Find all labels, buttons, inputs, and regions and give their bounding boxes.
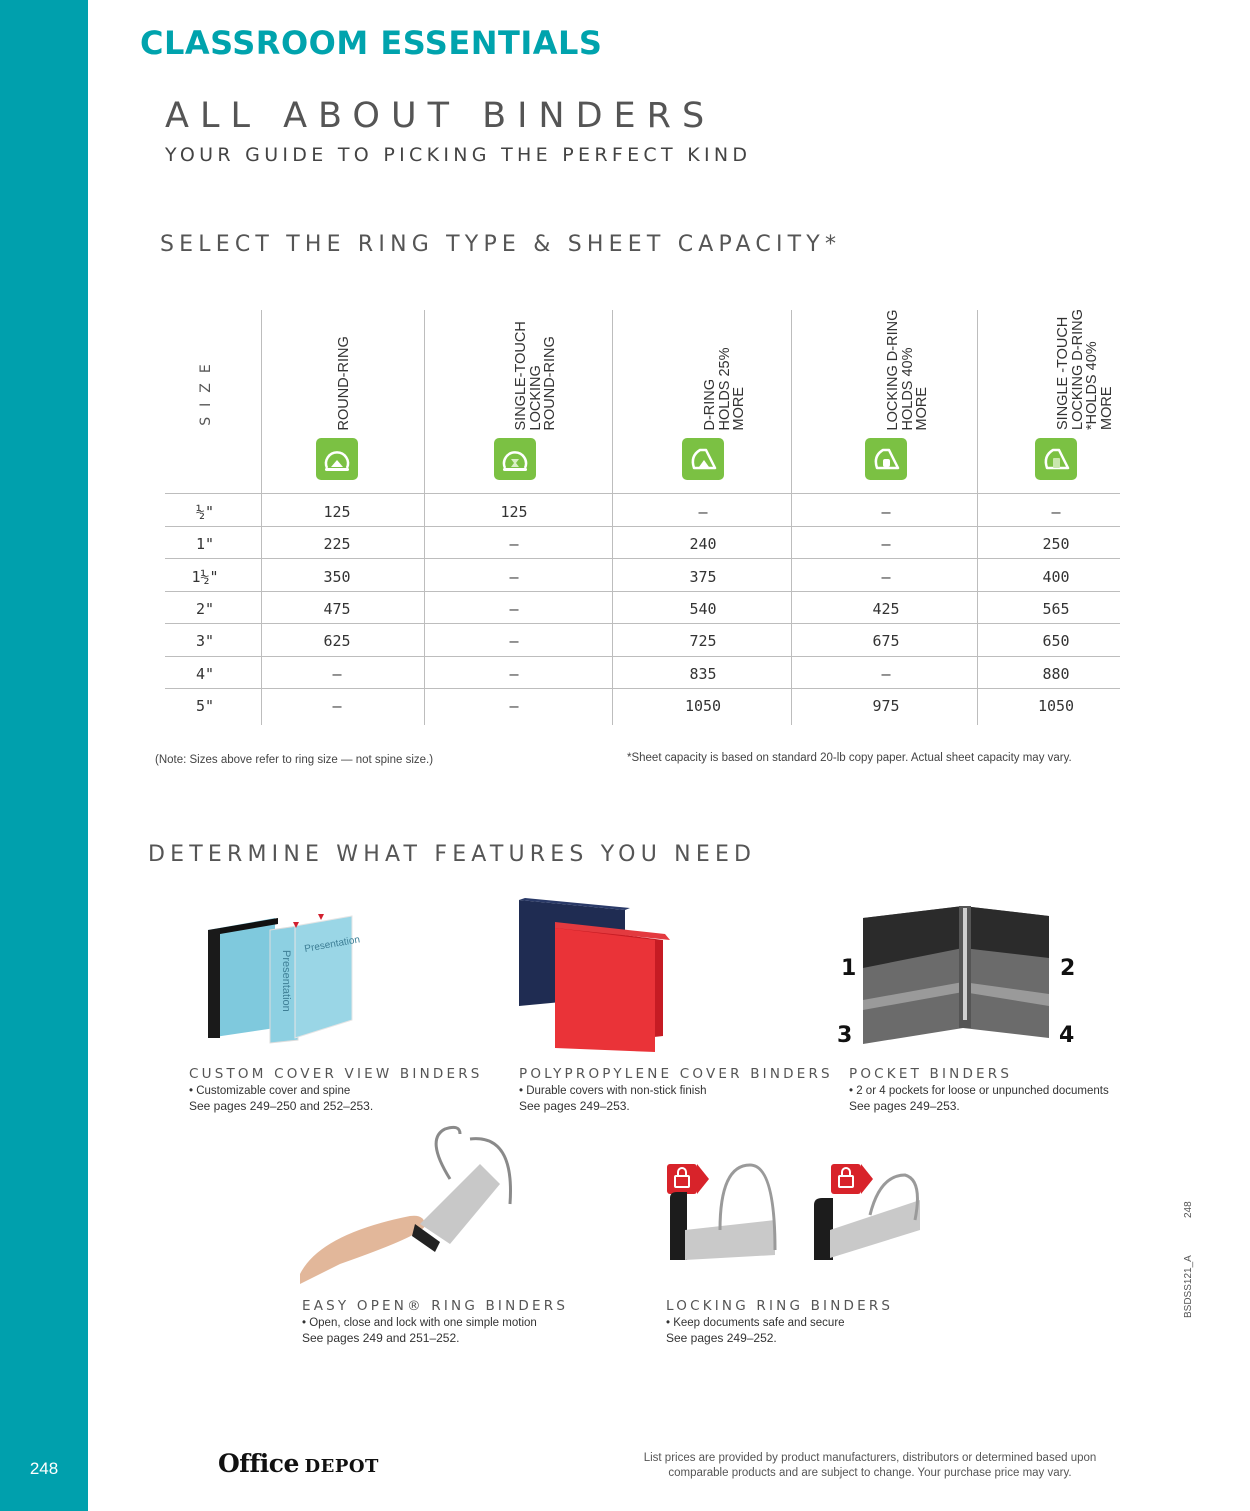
capacity-cell: —	[509, 665, 519, 683]
capacity-cell: 475	[323, 600, 351, 618]
price-disclaimer	[600, 1451, 1140, 1481]
custom-cover-view-binder-image	[200, 910, 360, 1045]
size-header-label: SIZE	[198, 354, 214, 426]
feature-pocket-binders	[849, 1066, 1109, 1113]
feature-bullet: • Keep documents safe and secure	[666, 1317, 845, 1329]
feature-polypropylene-cover	[519, 1066, 833, 1113]
capacity-cell: 675	[872, 632, 900, 650]
feature-name: CUSTOM COVER VIEW BINDERS	[189, 1066, 483, 1082]
capacity-cell: 125	[500, 503, 528, 521]
size-cell: ½"	[195, 503, 215, 521]
feature-bullet: • 2 or 4 pockets for loose or unpunched documents	[849, 1085, 1109, 1097]
ring-size-note: (Note: Sizes above refer to ring size — not spine size.)	[155, 754, 434, 766]
capacity-cell: —	[881, 665, 891, 683]
column-divider	[791, 310, 792, 725]
capacity-cell: 1050	[684, 697, 722, 715]
capacity-cell: —	[509, 535, 519, 553]
single-touch-locking-d-ring-icon	[1035, 438, 1077, 480]
capacity-cell: 625	[323, 632, 351, 650]
capacity-cell: 350	[323, 568, 351, 586]
feature-bullet: • Durable covers with non-stick finish	[519, 1085, 707, 1097]
capacity-cell: —	[1051, 503, 1061, 521]
pocket-number-3: 3	[837, 1023, 853, 1048]
feature-bullet: • Customizable cover and spine	[189, 1085, 351, 1097]
row-divider	[165, 591, 1120, 592]
disclaimer-line-1: List prices are provided by product manufacturers, distributors or determined based upon	[643, 1452, 1097, 1464]
capacity-cell: 240	[689, 535, 717, 553]
feature-name: POCKET BINDERS	[849, 1066, 1013, 1082]
pocket-binder-image	[835, 898, 1085, 1048]
page-subtitle: YOUR GUIDE TO PICKING THE PERFECT KIND	[165, 144, 752, 166]
capacity-cell: —	[881, 535, 891, 553]
column-divider	[424, 310, 425, 725]
capacity-cell: 425	[872, 600, 900, 618]
image-label-presentation-cover: Presentation	[303, 934, 360, 955]
row-divider	[165, 493, 1120, 494]
feature-pages: See pages 249 and 251–252.	[302, 1331, 460, 1345]
capacity-cell: 725	[689, 632, 717, 650]
pocket-number-2: 2	[1060, 956, 1076, 981]
feature-pages: See pages 249–250 and 252–253.	[189, 1099, 374, 1113]
size-cell: 1½"	[191, 568, 219, 586]
capacity-cell: —	[509, 697, 519, 715]
column-header-label: SINGLE -TOUCH LOCKING D-RING *HOLDS 40% MORE	[1055, 309, 1115, 430]
page-number: 248	[29, 1459, 59, 1478]
column-divider	[977, 310, 978, 725]
features-section-heading: DETERMINE WHAT FEATURES YOU NEED	[148, 842, 757, 867]
locking-round-ring-icon	[494, 438, 536, 480]
feature-custom-cover-view	[189, 1066, 483, 1113]
sheet-capacity-note: *Sheet capacity is based on standard 20-lb copy paper. Actual sheet capacity may vary.	[627, 752, 1072, 764]
locking-d-ring-icon	[865, 438, 907, 480]
column-header-label: D-RING HOLDS 25% MORE	[702, 346, 747, 430]
capacity-cell: 225	[323, 535, 351, 553]
disclaimer-line-2: comparable products and are subject to change. Your purchase price may vary.	[668, 1467, 1072, 1479]
capacity-cell: —	[332, 697, 342, 715]
feature-pages: See pages 249–253.	[519, 1099, 630, 1113]
side-code	[1180, 1190, 1200, 1320]
row-divider	[165, 558, 1120, 559]
capacity-cell: —	[509, 568, 519, 586]
feature-bullet: • Open, close and lock with one simple motion	[302, 1317, 537, 1329]
capacity-cell: 975	[872, 697, 900, 715]
page-title: ALL ABOUT BINDERS	[165, 96, 716, 136]
size-cell: 4"	[195, 665, 215, 683]
column-header-label: ROUND-RING	[336, 335, 352, 430]
capacity-cell: 125	[323, 503, 351, 521]
section-title: CLASSROOM ESSENTIALS	[140, 24, 603, 62]
column-divider	[612, 310, 613, 725]
feature-easy-open-ring	[302, 1298, 568, 1345]
office-depot-logo	[218, 1449, 379, 1478]
size-cell: 3"	[195, 632, 215, 650]
size-column-header	[190, 340, 222, 440]
pocket-number-4: 4	[1059, 1023, 1075, 1048]
capacity-cell: 565	[1042, 600, 1070, 618]
locking-ring-image	[665, 1160, 925, 1270]
side-page-number: 248	[1183, 1201, 1194, 1218]
feature-pages: See pages 249–252.	[666, 1331, 777, 1345]
capacity-cell: 540	[689, 600, 717, 618]
size-cell: 1"	[195, 535, 215, 553]
logo-office: Office	[218, 1449, 299, 1478]
easy-open-ring-image	[300, 1124, 520, 1284]
column-divider	[261, 310, 262, 725]
capacity-cell: 880	[1042, 665, 1070, 683]
feature-pages: See pages 249–253.	[849, 1099, 960, 1113]
row-divider	[165, 656, 1120, 657]
capacity-cell: 400	[1042, 568, 1070, 586]
feature-name: LOCKING RING BINDERS	[666, 1298, 894, 1314]
capacity-cell: —	[509, 632, 519, 650]
row-divider	[165, 688, 1120, 689]
capacity-cell: —	[509, 600, 519, 618]
capacity-cell: 250	[1042, 535, 1070, 553]
capacity-cell: 835	[689, 665, 717, 683]
capacity-cell: —	[881, 568, 891, 586]
sidebar-accent-bar	[0, 0, 88, 1511]
image-label-presentation: Presentation	[280, 950, 292, 1012]
catalog-code: BSDSS121_A	[1183, 1255, 1194, 1318]
column-header-label: SINGLE-TOUCH LOCKING ROUND-RING	[513, 320, 558, 430]
ring-section-heading: SELECT THE RING TYPE & SHEET CAPACITY*	[160, 232, 842, 257]
capacity-cell: 650	[1042, 632, 1070, 650]
capacity-cell: —	[332, 665, 342, 683]
capacity-cell: —	[698, 503, 708, 521]
capacity-cell: —	[881, 503, 891, 521]
logo-depot: DEPOT	[304, 1456, 379, 1477]
capacity-cell: 1050	[1037, 697, 1075, 715]
feature-name: POLYPROPYLENE COVER BINDERS	[519, 1066, 833, 1082]
polypropylene-binder-image	[515, 896, 675, 1056]
row-divider	[165, 526, 1120, 527]
round-ring-icon	[316, 438, 358, 480]
capacity-cell: 375	[689, 568, 717, 586]
d-ring-icon	[682, 438, 724, 480]
feature-name: EASY OPEN® RING BINDERS	[302, 1298, 569, 1314]
size-cell: 5"	[195, 697, 215, 715]
feature-locking-ring	[666, 1298, 893, 1345]
size-cell: 2"	[195, 600, 215, 618]
pocket-number-1: 1	[841, 956, 857, 981]
row-divider	[165, 623, 1120, 624]
column-header-label: LOCKING D-RING HOLDS 40% MORE	[885, 309, 930, 430]
